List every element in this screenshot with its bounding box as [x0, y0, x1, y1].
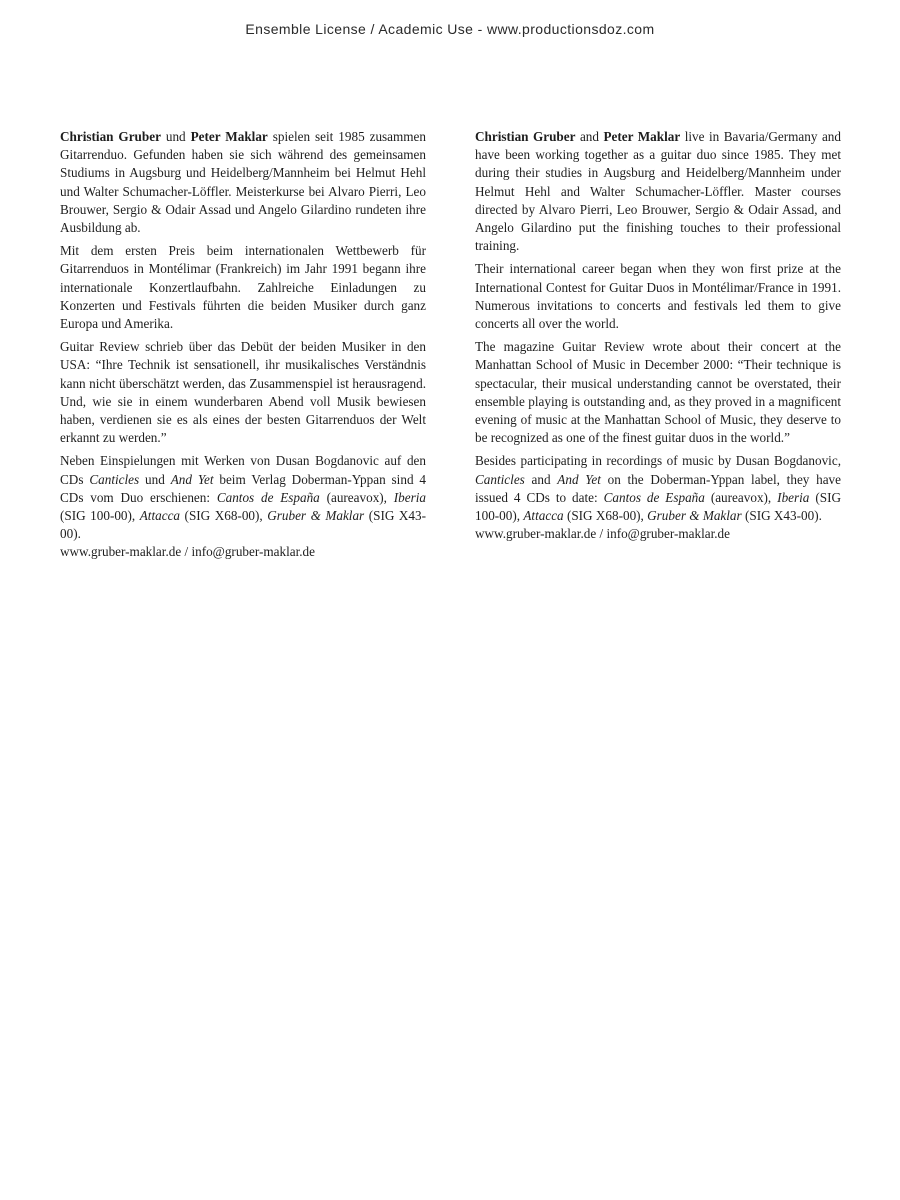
de-cd-and-yet: And Yet [170, 471, 214, 487]
en-discography-paragraph [475, 452, 841, 525]
en-review-paragraph: The magazine Guitar Review wrote about their concert at the Manhattan School of Music in December 2000: “Their technique is spectacular, their musical understanding cannot be overstated, their ensemble playing is outstanding and, as they proved in a magnificent evening of music at the Manhattan School of Music, they deserve to be recognized as one of the finest guitar duos in the world.” [475, 339, 841, 446]
en-disco-text-3: on the Doberman-Yppan label, they have issued 4 CDs to date: [475, 471, 841, 505]
de-disco-text-3: beim Verlag Doberman-Yppan sind 4 CDs vom Duo erschienen: [60, 471, 427, 505]
de-discography-paragraph [60, 452, 426, 543]
en-intro-text: live in Bavaria/Germany and have been working together as a guitar duo since 1985. They met during their studies in Augsburg and Heidelberg/Mannheim under Helmut Hehl and Walter Schumacher-Löffler. Master courses directed by Alvaro Pierri, Leo Brouwer, Sergio & Odair Assad, and Angelo Gilardino put the finishing touches to their professional training. [475, 129, 841, 254]
en-disco-text-6: (SIG X68-00), [563, 508, 648, 524]
en-intro-connector: and [575, 129, 604, 144]
en-disco-text-4: (aureavox), [704, 489, 778, 505]
de-cd-attacca: Attacca [139, 508, 181, 524]
de-cd-gruber-maklar: Gruber & Maklar [267, 508, 365, 524]
de-intro-paragraph [60, 128, 426, 237]
de-disco-text-4: (aureavox), [319, 489, 394, 505]
en-career-paragraph: Their international career began when they won first prize at the International Contest for Guitar Duos in Montélimar/France in 1991. Numerous invitations to concerts and festivals led them to give concerts all over the world. [475, 261, 841, 332]
en-cd-cantos: Cantos de España [603, 489, 705, 505]
de-website-contact[interactable]: www.gruber-maklar.de / info@gruber-maklar.de [60, 544, 316, 560]
en-cd-attacca: Attacca [523, 508, 564, 524]
en-disco-text-2: and [524, 471, 558, 487]
de-cd-iberia: Iberia [393, 489, 426, 505]
license-header: Ensemble License / Academic Use - www.productionsdoz.com [245, 21, 655, 37]
de-cd-canticles: Canticles [89, 471, 140, 487]
de-intro-text: spielen seit 1985 zusammen Gitarrenduo. Gefunden haben sie sich während des gemeinsamen Studiums in Augsburg und Heidelberg/Mannheim bei Helmut Hehl und Walter Schumacher-Löffler. Meisterkurse bei Alvaro Pierri, Leo Brouwer, Sergio & Odair Assad und Angelo Gilardino rundeten ihre Ausbildung ab. [60, 129, 426, 236]
en-cd-canticles: Canticles [475, 471, 525, 487]
de-intro-connector: und [160, 129, 191, 144]
en-cd-gruber-maklar: Gruber & Maklar [647, 508, 742, 524]
en-intro-paragraph [475, 128, 841, 255]
de-disco-text-5: (SIG 100-00), [60, 508, 140, 524]
de-review-paragraph: Guitar Review schrieb über das Debüt der beiden Musiker in den USA: “Ihre Technik ist sensationell, ihr musikalisches Verständnis kann nicht überschätzt werden, das Zusammenspiel ist herausragend. Und, wie sie in einem wunderbaren Abend voll Musik bewiesen haben, verdienen sie es als eines der besten Gitarrenduos der Welt erkannt zu werden.” [60, 339, 426, 446]
en-disco-text-7: (SIG X43-00). [741, 508, 822, 524]
de-disco-text-6: (SIG X68-00), [180, 508, 268, 524]
de-career-paragraph: Mit dem ersten Preis beim internationalen Wettbewerb für Gitarrenduos in Montélimar (Frankreich) im Jahr 1991 begann ihre internationale Konzertlaufbahn. Zahlreiche Einladungen zu Konzerten und Festivals führten die beiden Musiker durch ganz Europa und Amerika. [60, 243, 426, 332]
de-cd-cantos: Cantos de España [216, 489, 320, 505]
en-disco-text-1: Besides participating in recordings of music by Dusan Bogdanovic, [475, 453, 841, 469]
en-name-christian: Christian Gruber [475, 129, 576, 144]
de-disco-text-7: (SIG X43-00). [60, 508, 426, 542]
german-column [60, 128, 426, 567]
en-website-contact[interactable]: www.gruber-maklar.de / info@gruber-maklar.de [475, 526, 731, 542]
en-name-peter: Peter Maklar [603, 129, 681, 144]
de-disco-text-1: Neben Einspielungen mit Werken von Dusan Bogdanovic auf den CDs [60, 453, 426, 487]
en-cd-and-yet: And Yet [557, 471, 601, 487]
en-cd-iberia: Iberia [777, 489, 810, 505]
de-name-christian: Christian Gruber [60, 129, 161, 144]
de-disco-text-2: und [139, 471, 171, 487]
en-disco-text-5: (SIG 100-00), [475, 489, 841, 524]
de-name-peter: Peter Maklar [190, 129, 268, 144]
english-column [475, 128, 841, 548]
